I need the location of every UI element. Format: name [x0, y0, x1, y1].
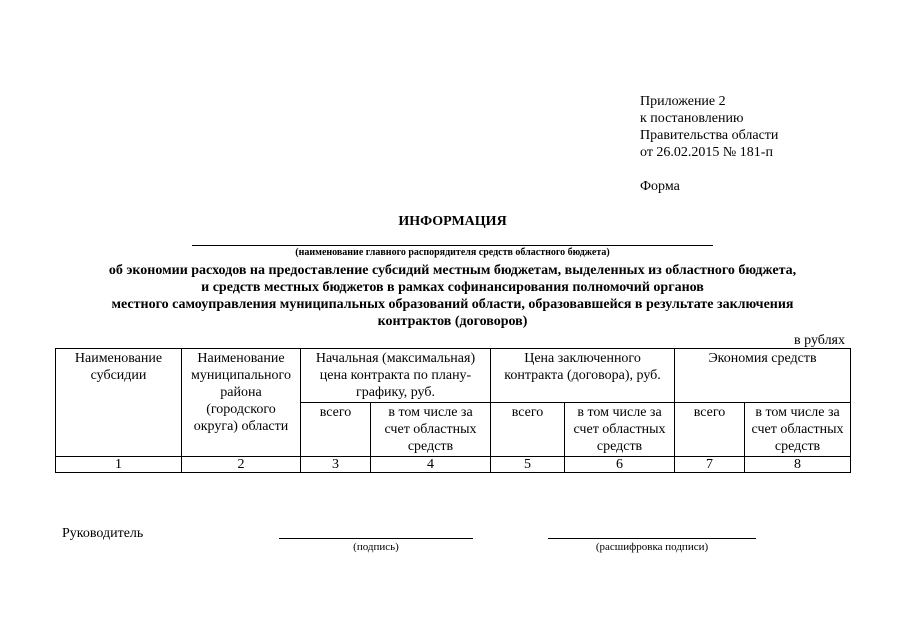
column-number: 3 [301, 457, 371, 473]
appendix-block [640, 93, 778, 161]
appendix-line: Правительства области [640, 128, 779, 143]
subheader-regional: в том числе за счет областных средств [745, 403, 851, 457]
header-initial-price: Начальная (максимальная) цена контракта по плану-графику, руб. [301, 349, 491, 403]
document-title: ИНФОРМАЦИЯ [398, 214, 507, 229]
appendix-line: Приложение 2 [640, 94, 726, 109]
column-number: 5 [491, 457, 565, 473]
savings-table [55, 348, 851, 473]
appendix-line: от 26.02.2015 № 181-п [640, 145, 773, 160]
header-municipality-name: Наименование муниципального района (городского округа) области [182, 349, 301, 457]
subheader-total: всего [491, 403, 565, 457]
column-number: 4 [371, 457, 491, 473]
subtitle-line: контрактов (договоров) [377, 314, 528, 329]
appendix-line: к постановлению [640, 111, 744, 126]
table-header-row [56, 349, 851, 403]
column-number: 8 [745, 457, 851, 473]
head-label: Руководитель [62, 526, 144, 541]
column-number: 1 [56, 457, 182, 473]
header-savings: Экономия средств [675, 349, 851, 403]
column-number: 7 [675, 457, 745, 473]
units-label: в рублях [794, 333, 845, 348]
distributor-name-caption: (наименование главного распорядителя средств областного бюджета) [295, 247, 610, 258]
subtitle-line: местного самоуправления муниципальных образований области, образовавшейся в результате заключения [111, 297, 794, 312]
signature-decode-caption: (расшифровка подписи) [595, 541, 709, 553]
column-number: 2 [182, 457, 301, 473]
subtitle-line: и средств местных бюджетов в рамках софинансирования полномочий органов [201, 280, 704, 295]
signature-caption: (подпись) [353, 541, 399, 553]
signature-decode-line [548, 538, 756, 539]
header-contract-price: Цена заключенного контракта (договора), руб. [491, 349, 675, 403]
subheader-regional: в том числе за счет областных средств [565, 403, 675, 457]
column-number: 6 [565, 457, 675, 473]
form-label: Форма [640, 179, 680, 194]
signature-line [279, 538, 473, 539]
header-subsidy-name: Наименование субсидии [56, 349, 182, 457]
table-number-row [56, 457, 851, 473]
subtitle-line: об экономии расходов на предоставление субсидий местным бюджетам, выделенных из областного бюджета, [108, 263, 797, 278]
subheader-regional: в том числе за счет областных средств [371, 403, 491, 457]
document-subtitle [40, 262, 865, 330]
distributor-name-line [192, 245, 713, 246]
subheader-total: всего [301, 403, 371, 457]
subheader-total: всего [675, 403, 745, 457]
